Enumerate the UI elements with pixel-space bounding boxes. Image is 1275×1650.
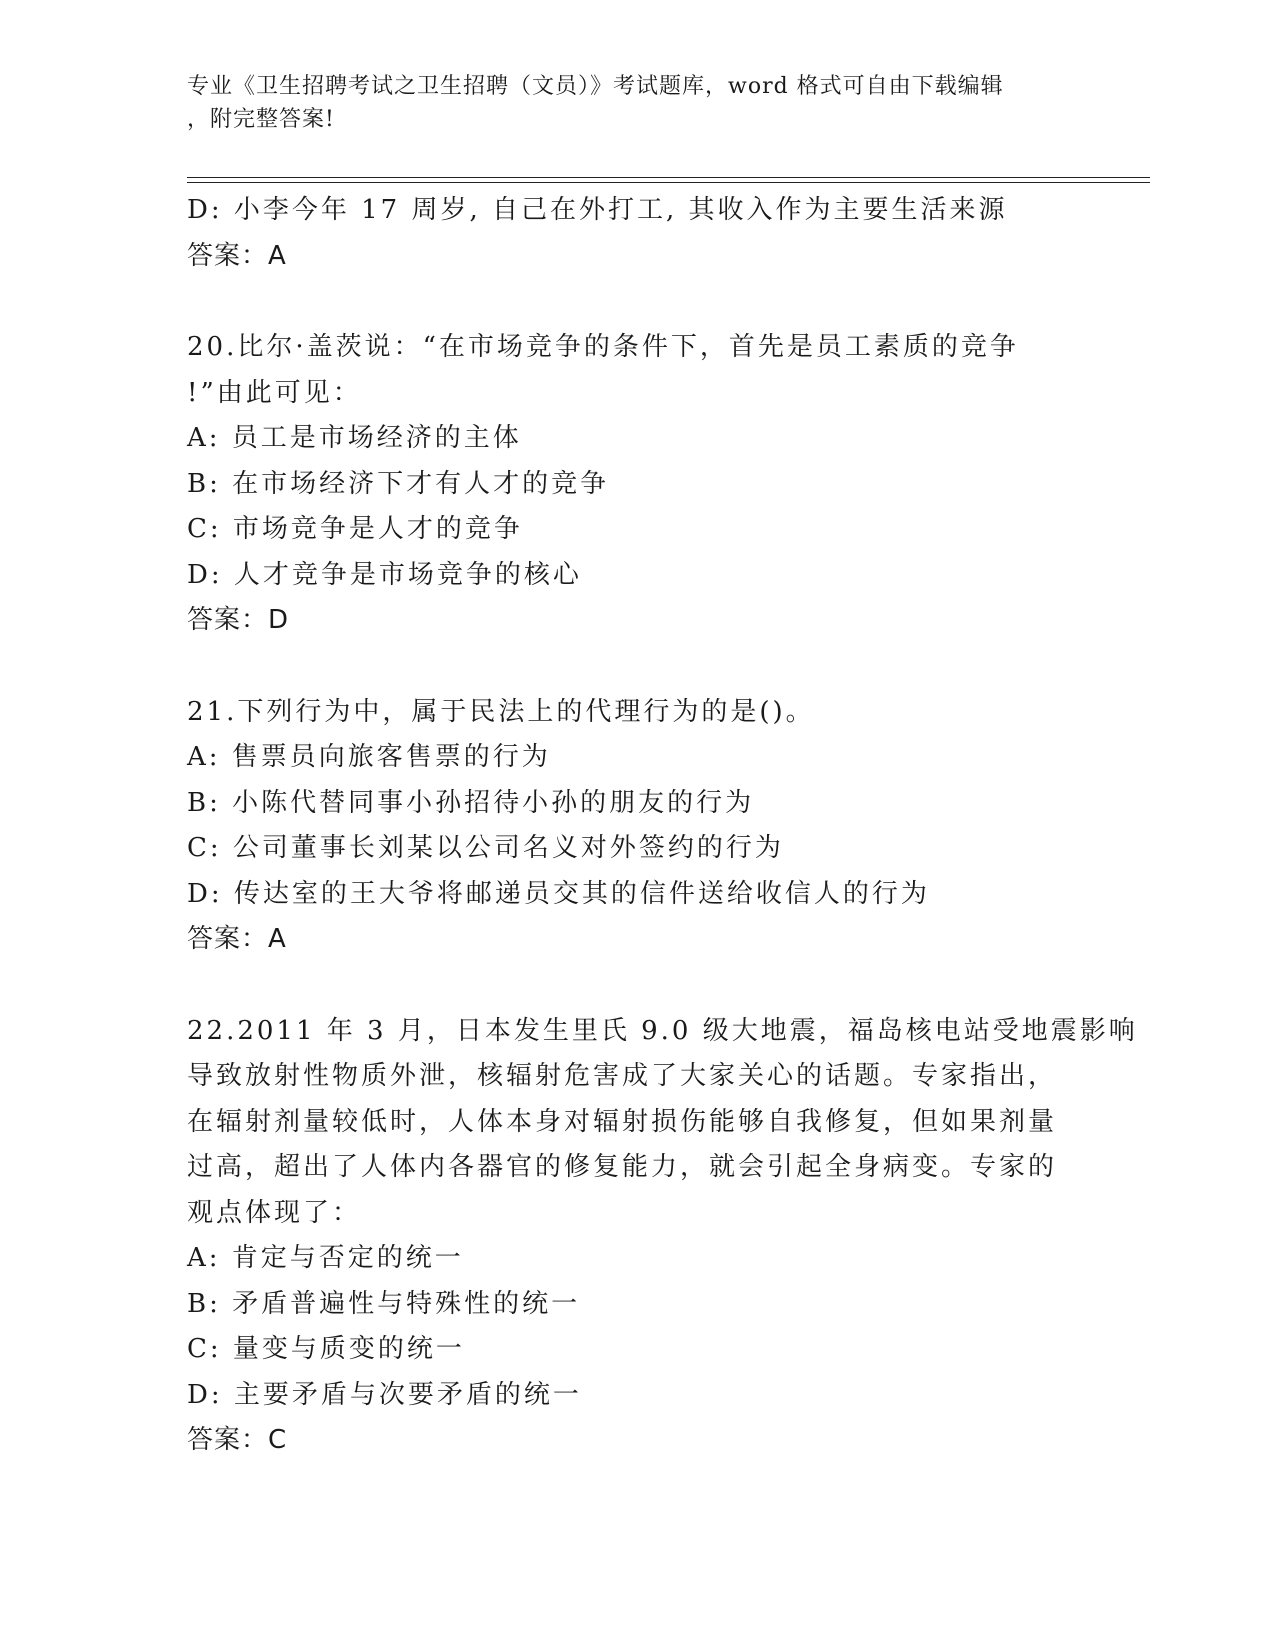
question-stem: 21.下列行为中，属于民法上的代理行为的是()。 xyxy=(187,696,815,727)
question-list xyxy=(187,188,1147,1464)
option-d: D: 传达室的王大爷将邮递员交其的信件送给收信人的行为 xyxy=(187,878,930,909)
header-rule-bottom xyxy=(187,182,1150,183)
question-stem: 22.2011 年 3 月，日本发生里氏 9.0 级大地震，福岛核电站受地震影响 xyxy=(187,1015,1138,1046)
question-stem: 观点体现了： xyxy=(187,1197,362,1228)
question-19 xyxy=(187,188,1147,279)
header-rule-top xyxy=(187,177,1150,178)
question-21 xyxy=(187,690,1147,963)
option-c: C: 市场竞争是人才的竞争 xyxy=(187,514,523,544)
question-stem: !”由此可见： xyxy=(187,377,362,408)
question-stem: 在辐射剂量较低时，人体本身对辐射损伤能够自我修复，但如果剂量 xyxy=(187,1106,1058,1137)
question-20 xyxy=(187,325,1147,644)
option-d: D: 小李今年 17 周岁, 自己在外打工, 其收入作为主要生活来源 xyxy=(187,195,1008,225)
question-22 xyxy=(187,1009,1147,1464)
option-a: A: 肯定与否定的统一 xyxy=(187,1243,464,1273)
option-b: B: 在市场经济下才有人才的竞争 xyxy=(187,468,610,499)
question-stem: 20.比尔·盖茨说：“在市场竞争的条件下，首先是员工素质的竞争 xyxy=(187,332,1019,362)
option-a: A: 员工是市场经济的主体 xyxy=(187,423,522,453)
answer: 答案：A xyxy=(187,240,287,271)
option-a: A: 售票员向旅客售票的行为 xyxy=(187,742,551,772)
question-stem: 导致放射性物质外泄，核辐射危害成了大家关心的话题。专家指出， xyxy=(187,1061,1058,1091)
answer: 答案：D xyxy=(187,605,290,635)
option-c: C: 量变与质变的统一 xyxy=(187,1334,465,1364)
header-line-1: 专业《卫生招聘考试之卫生招聘（文员）》考试题库，word 格式可自由下载编辑 xyxy=(187,74,1004,99)
document-header xyxy=(187,70,1087,136)
option-c: C: 公司董事长刘某以公司名义对外签约的行为 xyxy=(187,833,784,863)
option-b: B: 矛盾普遍性与特殊性的统一 xyxy=(187,1288,581,1319)
option-d: D: 人才竞争是市场竞争的核心 xyxy=(187,559,582,590)
question-stem: 过高，超出了人体内各器官的修复能力，就会引起全身病变。专家的 xyxy=(187,1152,1058,1182)
header-line-2: ，附完整答案! xyxy=(187,107,335,132)
answer: 答案：A xyxy=(187,924,287,954)
spacer xyxy=(187,644,1147,690)
answer: 答案：C xyxy=(187,1425,288,1455)
spacer xyxy=(187,279,1147,325)
option-b: B: 小陈代替同事小孙招待小孙的朋友的行为 xyxy=(187,787,755,818)
spacer xyxy=(187,963,1147,1009)
option-d: D: 主要矛盾与次要矛盾的统一 xyxy=(187,1379,582,1410)
